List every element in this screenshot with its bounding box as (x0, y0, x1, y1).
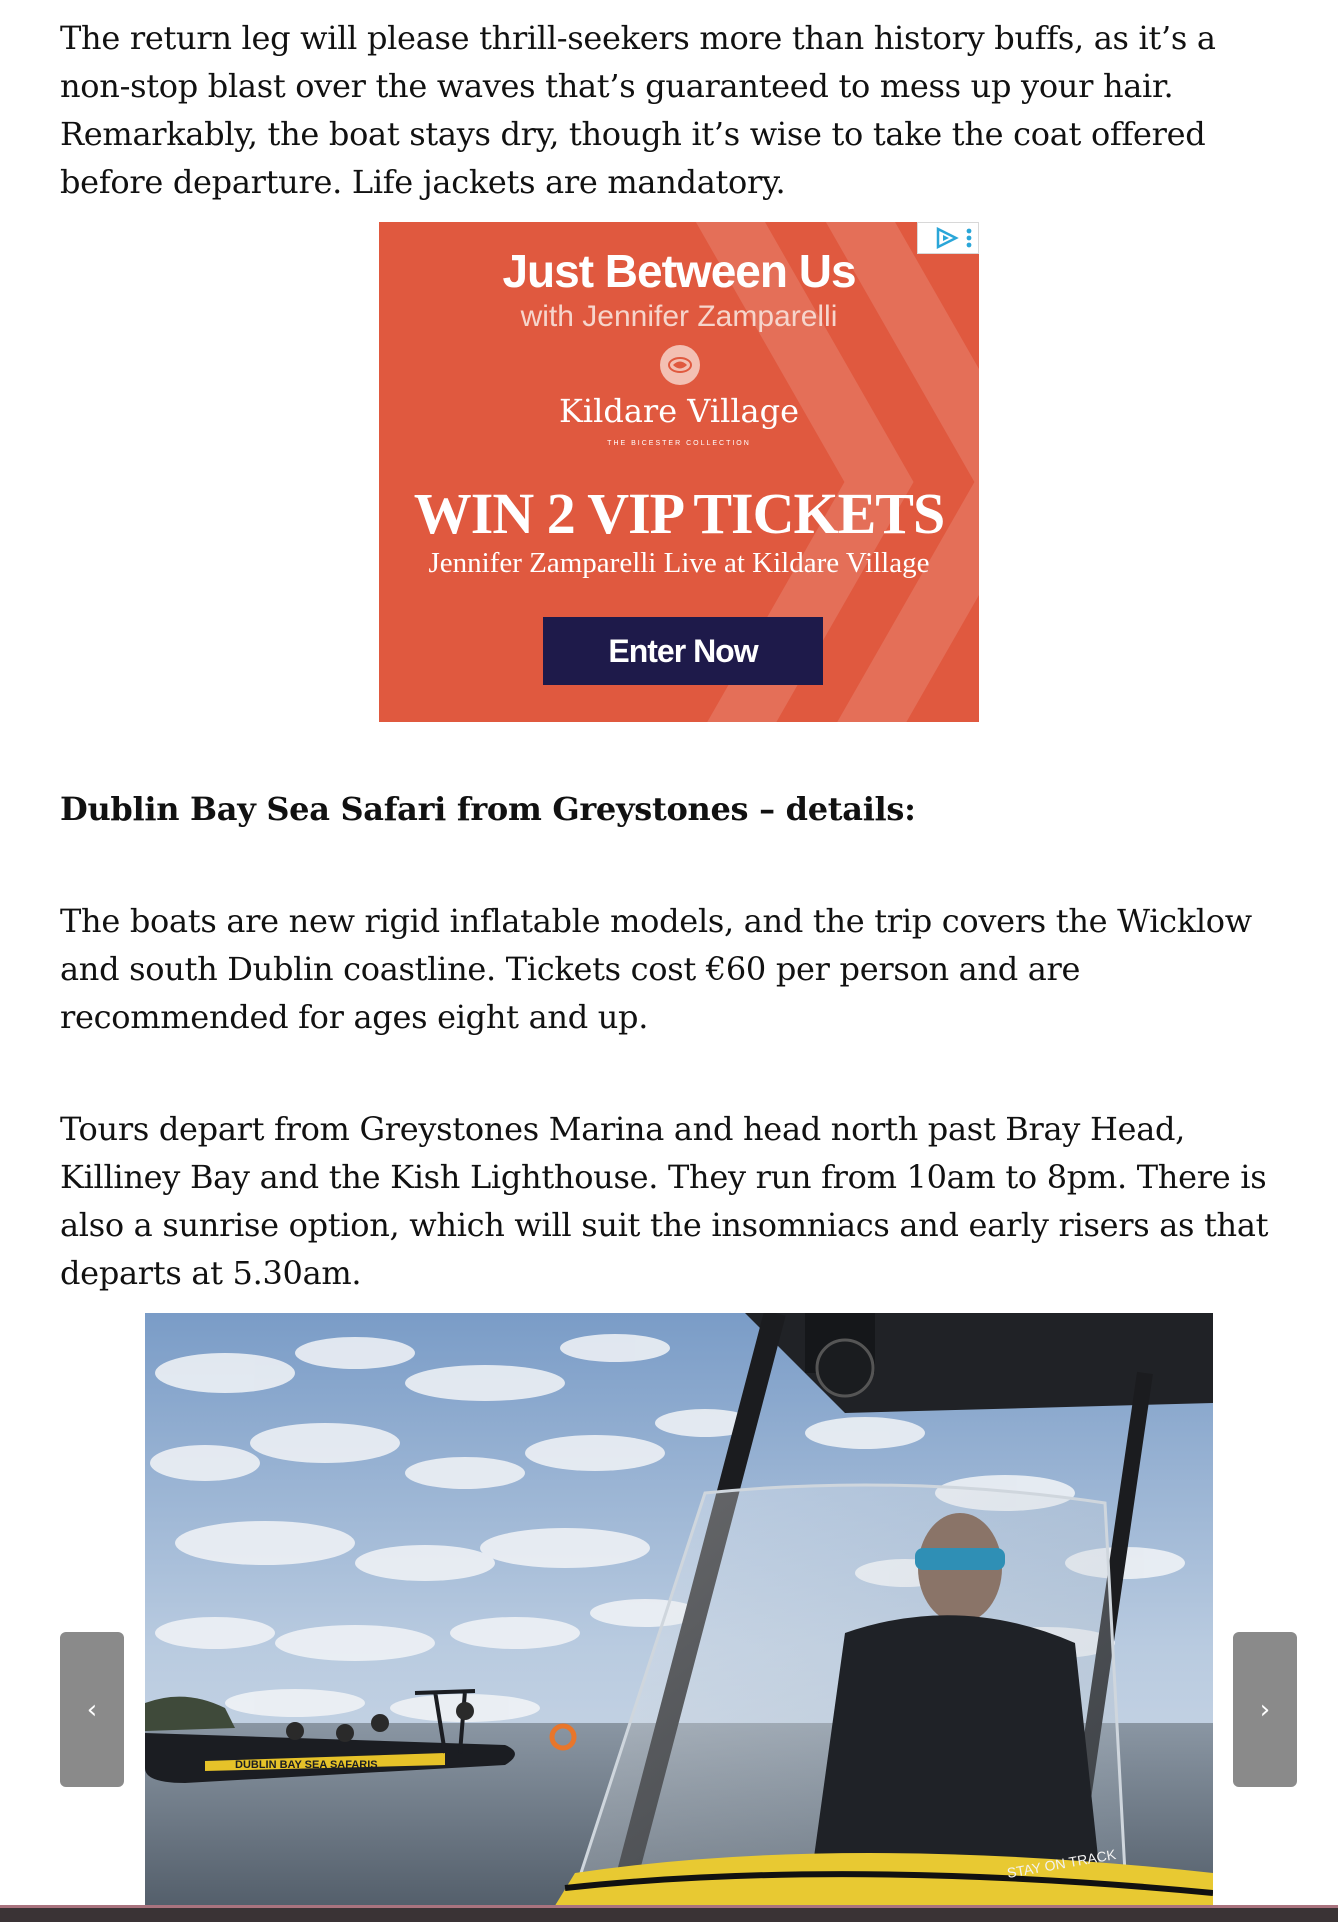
gallery-next-button[interactable]: › (1233, 1632, 1297, 1787)
svg-text:STAY ON TRACK: STAY ON TRACK (1005, 1846, 1118, 1881)
boat-photo (145, 1313, 1213, 1922)
ad-headline: WIN 2 VIP TICKETS (413, 481, 945, 546)
article-paragraph-1: The return leg will please thrill-seekers more than history buffs, as it’s a non-stop blast over the waves that’s guaranteed to mess up your hair. Remarkably, the boat stays dry, though it’s wise to take the coat offered before departure. Life jackets are mandatory. (60, 19, 1216, 201)
article-paragraph-3: Tours depart from Greystones Marina and head north past Bray Head, Killiney Bay and the Kish Lighthouse. They run from 10am to 8pm. There is also a sunrise option, which will suit the insomniacs and early risers as that departs at 5.30am. (60, 1110, 1269, 1292)
article-paragraph-2: The boats are new rigid inflatable models, and the trip covers the Wicklow and south Dublin coastline. Tickets cost €60 per person and are recommended for ages eight and up. (60, 902, 1252, 1036)
kildare-village-logo (660, 345, 700, 385)
gallery-prev-button[interactable]: ‹ (60, 1632, 124, 1787)
enter-now-button[interactable]: Enter Now (543, 617, 823, 685)
advertisement-banner[interactable] (379, 222, 979, 722)
bottom-toolbar (0, 1905, 1338, 1922)
ad-brand-subtitle: THE BICESTER COLLECTION (607, 440, 751, 447)
svg-text:DUBLIN BAY SEA SAFARIS: DUBLIN BAY SEA SAFARIS (235, 1759, 378, 1771)
ad-title: Just Between Us (502, 245, 856, 297)
ad-brand: Kildare Village (558, 392, 800, 430)
section-heading: Dublin Bay Sea Safari from Greystones – details: (60, 790, 916, 828)
gallery-image[interactable] (145, 1313, 1213, 1922)
ad-tagline: Jennifer Zamparelli Live at Kildare Village (428, 547, 930, 579)
ad-subtitle: with Jennifer Zamparelli (520, 300, 838, 333)
